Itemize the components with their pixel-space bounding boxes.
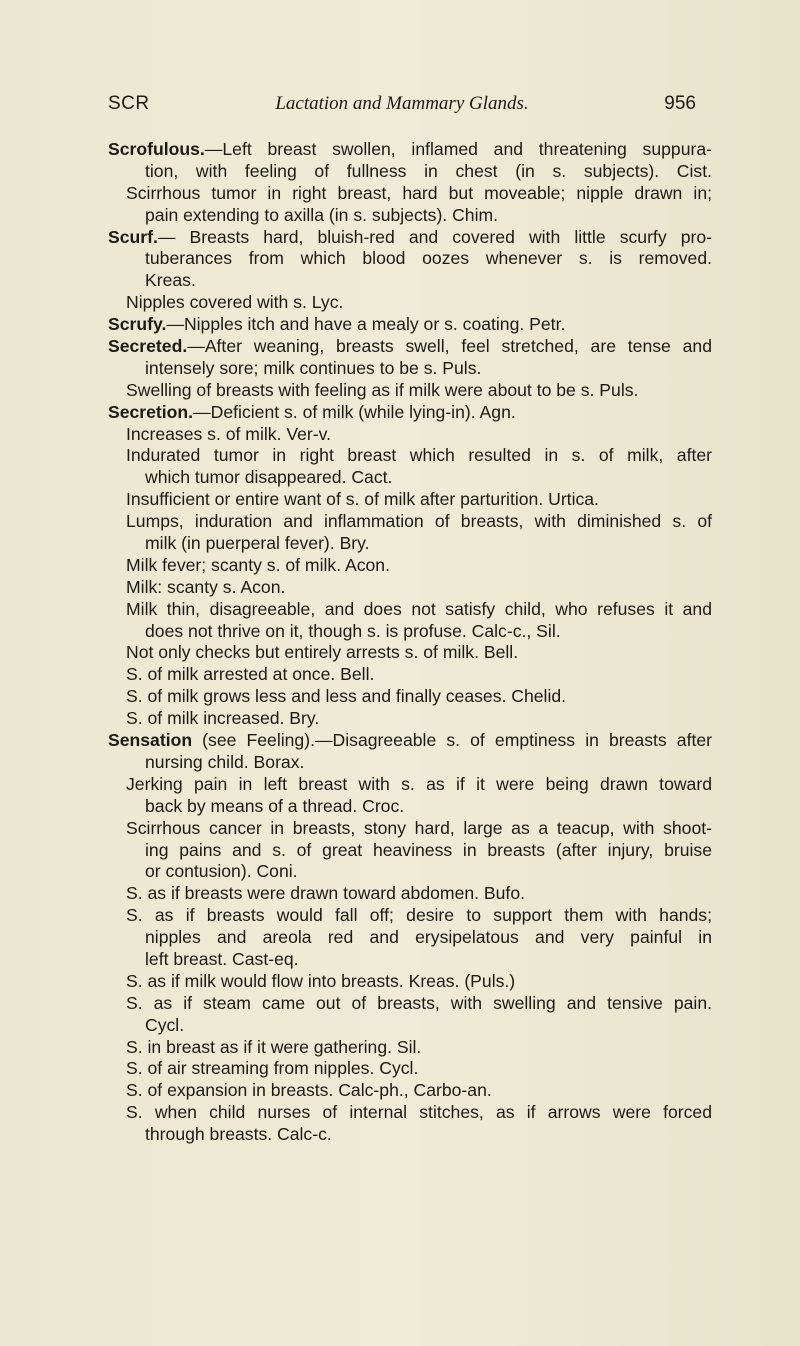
text-line bbox=[108, 467, 712, 489]
line-text: —Left breast swollen, inflamed and threatening suppura- bbox=[204, 139, 712, 159]
line-text: does not thrive on it, though s. is profuse. Calc-c., Sil. bbox=[145, 620, 561, 641]
text-line bbox=[108, 993, 712, 1015]
entry-heading-line bbox=[108, 402, 712, 424]
entry-term: Scurf. bbox=[108, 226, 158, 247]
text-line bbox=[108, 796, 712, 818]
text-line bbox=[108, 599, 712, 621]
entry-term: Scrofulous. bbox=[108, 139, 205, 159]
text-line bbox=[108, 555, 712, 577]
text-line bbox=[108, 358, 712, 380]
line-text: S. as if steam came out of breasts, with swelling and tensive pain. bbox=[126, 992, 712, 1013]
line-text: S. of milk arrested at once. Bell. bbox=[126, 664, 375, 685]
line-text: S. as if breasts were drawn toward abdomen. Bufo. bbox=[126, 883, 525, 904]
line-text: tion, with feeling of fullness in chest (in s. subjects). Cist. bbox=[145, 160, 712, 181]
text-line bbox=[108, 161, 712, 183]
text-line bbox=[108, 577, 712, 599]
text-line bbox=[108, 424, 712, 446]
text-line bbox=[108, 752, 712, 774]
entry-heading-line bbox=[108, 314, 712, 336]
line-text: Milk: scanty s. Acon. bbox=[126, 576, 286, 597]
text-line bbox=[108, 511, 712, 533]
line-text: pain extending to axilla (in s. subjects). Chim. bbox=[145, 204, 499, 225]
text-line bbox=[108, 1058, 712, 1080]
line-text: S. in breast as if it were gathering. Sil. bbox=[126, 1036, 422, 1057]
text-line bbox=[108, 818, 712, 840]
text-line bbox=[108, 1015, 712, 1037]
line-text: Kreas. bbox=[145, 270, 196, 291]
line-text: which tumor disappeared. Cact. bbox=[145, 467, 393, 488]
text-line bbox=[108, 489, 712, 511]
text-line bbox=[108, 840, 712, 862]
text-line bbox=[108, 927, 712, 949]
entry-term: Secretion. bbox=[108, 401, 194, 422]
header-section-letters: SCR bbox=[108, 93, 150, 114]
entry-heading-line bbox=[108, 336, 712, 358]
text-line bbox=[108, 686, 712, 708]
line-text: S. of milk grows less and less and finally ceases. Chelid. bbox=[126, 686, 567, 707]
text-line bbox=[108, 248, 712, 270]
line-text: left breast. Cast-eq. bbox=[145, 948, 299, 969]
line-text: or contusion). Coni. bbox=[145, 861, 298, 882]
line-text: Increases s. of milk. Ver-v. bbox=[126, 423, 331, 444]
text-line bbox=[108, 883, 712, 905]
line-text: through breasts. Calc-c. bbox=[145, 1124, 332, 1145]
line-text: S. as if breasts would fall off; desire to support them with hands; bbox=[126, 905, 712, 926]
text-line bbox=[108, 971, 712, 993]
entry-heading-line bbox=[108, 139, 712, 161]
entry-term: Secreted. bbox=[108, 336, 188, 357]
line-text: Indurated tumor in right breast which resulted in s. of milk, after bbox=[126, 445, 712, 466]
line-text: Insufficient or entire want of s. of milk after parturition. Urtica. bbox=[126, 489, 599, 510]
line-text: —Nipples itch and have a mealy or s. coating. Petr. bbox=[166, 314, 566, 335]
line-text: S. of air streaming from nipples. Cycl. bbox=[126, 1058, 419, 1079]
page-body-text bbox=[108, 139, 712, 1146]
text-line bbox=[108, 380, 712, 402]
text-line bbox=[108, 1080, 712, 1102]
text-line bbox=[108, 445, 712, 467]
text-line bbox=[108, 905, 712, 927]
line-text: Jerking pain in left breast with s. as if it were being drawn toward bbox=[126, 773, 712, 794]
line-text: tuberances from which blood oozes whenever s. is removed. bbox=[145, 248, 712, 269]
line-text: Milk thin, disagreeable, and does not satisfy child, who refuses it and bbox=[126, 598, 712, 619]
text-line bbox=[108, 292, 712, 314]
line-text: nipples and areola red and erysipelatous and very painful in bbox=[145, 927, 712, 948]
text-line bbox=[108, 708, 712, 730]
text-line bbox=[108, 861, 712, 883]
line-text: Nipples covered with s. Lyc. bbox=[126, 292, 344, 313]
line-text: intensely sore; milk continues to be s. Puls. bbox=[145, 357, 482, 378]
text-line bbox=[108, 1102, 712, 1124]
line-text: Lumps, induration and inflammation of breasts, with diminished s. of bbox=[126, 511, 712, 532]
text-line bbox=[108, 621, 712, 643]
text-line bbox=[108, 270, 712, 292]
line-text: S. of expansion in breasts. Calc-ph., Carbo-an. bbox=[126, 1080, 492, 1101]
line-text: Milk fever; scanty s. of milk. Acon. bbox=[126, 554, 390, 575]
text-line bbox=[108, 642, 712, 664]
text-line bbox=[108, 183, 712, 205]
text-line bbox=[108, 664, 712, 686]
entry-heading-line bbox=[108, 227, 712, 249]
entry-heading-line bbox=[108, 730, 712, 752]
entry-term: Sensation bbox=[108, 730, 193, 751]
text-line bbox=[108, 1037, 712, 1059]
line-text: Not only checks but entirely arrests s. of milk. Bell. bbox=[126, 642, 519, 663]
line-text: nursing child. Borax. bbox=[145, 751, 305, 772]
running-header bbox=[108, 93, 696, 119]
line-text: S. of milk increased. Bry. bbox=[126, 708, 320, 729]
text-line bbox=[108, 774, 712, 796]
line-text: —Deficient s. of milk (while lying-in). Agn. bbox=[193, 401, 516, 422]
line-text: S. as if milk would flow into breasts. Kreas. (Puls.) bbox=[126, 970, 516, 991]
line-text: back by means of a thread. Croc. bbox=[145, 795, 405, 816]
header-page-number: 956 bbox=[664, 93, 696, 114]
text-line bbox=[108, 205, 712, 227]
line-text: Swelling of breasts with feeling as if milk were about to be s. Puls. bbox=[126, 379, 639, 400]
text-line bbox=[108, 949, 712, 971]
text-line bbox=[108, 1124, 712, 1146]
line-text: —After weaning, breasts swell, feel stretched, are tense and bbox=[187, 336, 712, 357]
line-text: (see Feeling).—Disagreeable s. of emptiness in breasts after bbox=[192, 730, 712, 751]
entry-term: Scrufy. bbox=[108, 314, 167, 335]
text-line bbox=[108, 533, 712, 555]
line-text: Scirrhous cancer in breasts, stony hard, large as a teacup, with shoot- bbox=[126, 817, 712, 838]
line-text: Cycl. bbox=[145, 1014, 185, 1035]
line-text: milk (in puerperal fever). Bry. bbox=[145, 533, 370, 554]
line-text: S. when child nurses of internal stitches, as if arrows were forced bbox=[126, 1102, 712, 1123]
line-text: ing pains and s. of great heaviness in breasts (after injury, bruise bbox=[145, 839, 712, 860]
header-chapter-title: Lactation and Mammary Glands. bbox=[275, 93, 529, 114]
line-text: Scirrhous tumor in right breast, hard but moveable; nipple drawn in; bbox=[126, 182, 712, 203]
line-text: — Breasts hard, bluish-red and covered with little scurfy pro- bbox=[157, 226, 712, 247]
